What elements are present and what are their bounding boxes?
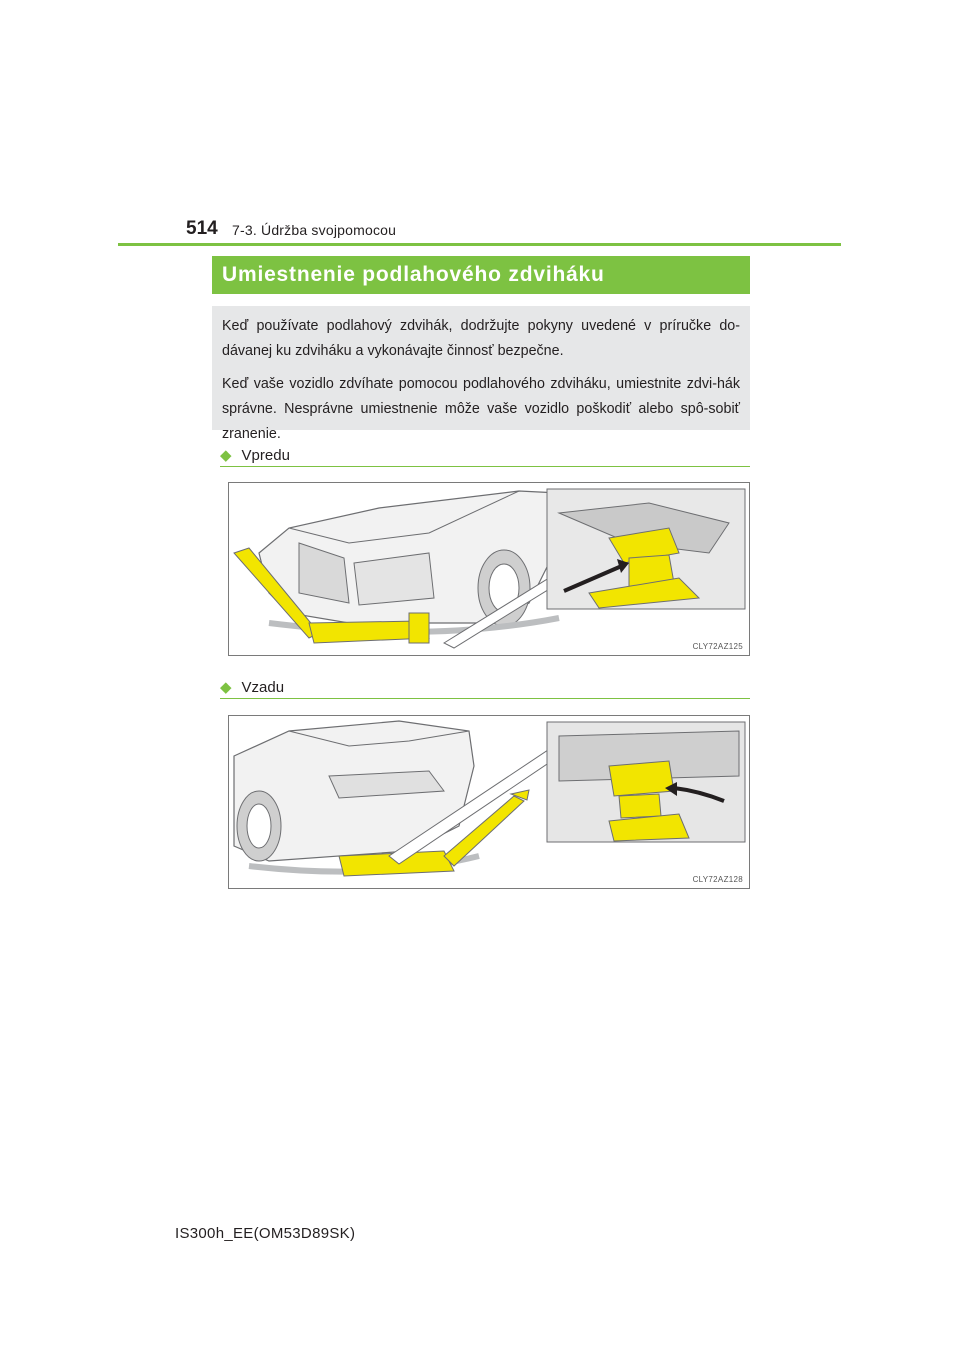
green-diamond-icon: ◆ (220, 679, 232, 696)
intro-box (212, 306, 750, 442)
rear-subheading (220, 676, 750, 699)
section-path: 7-3. Údržba svojpomocou (232, 222, 397, 238)
page-number: 514 (186, 218, 218, 239)
section-title: Umiestnenie podlahového zdviháku (212, 256, 750, 294)
intro-paragraph-2: Keď vaše vozidlo zdvíhate pomocou podlahového zdviháku, umiestnite zdvi-hák správne. Nesprávne umiestnenie môže vaše vozidlo poškodiť alebo spô-sobiť zranenie. (222, 376, 740, 442)
header-rule (118, 243, 841, 246)
rear-car-drawing (229, 716, 749, 888)
rear-subheading-label: Vzadu (241, 678, 285, 696)
front-jack-illustration (228, 482, 750, 656)
front-car-drawing (229, 483, 749, 655)
intro-paragraph-1: Keď používate podlahový zdvihák, dodržujte pokyny uvedené v príručke do-dávanej ku zdviháku a vykonávajte činnosť bezpečne. (222, 318, 740, 359)
front-subheading (220, 444, 750, 467)
rear-jack-illustration (228, 715, 750, 889)
front-subheading-label: Vpredu (241, 446, 290, 464)
manual-code: IS300h_EE(OM53D89SK) (175, 1225, 356, 1242)
front-figure-code: CLY72AZ125 (692, 642, 743, 651)
green-diamond-icon: ◆ (220, 447, 232, 464)
rear-figure-code: CLY72AZ128 (692, 875, 743, 884)
